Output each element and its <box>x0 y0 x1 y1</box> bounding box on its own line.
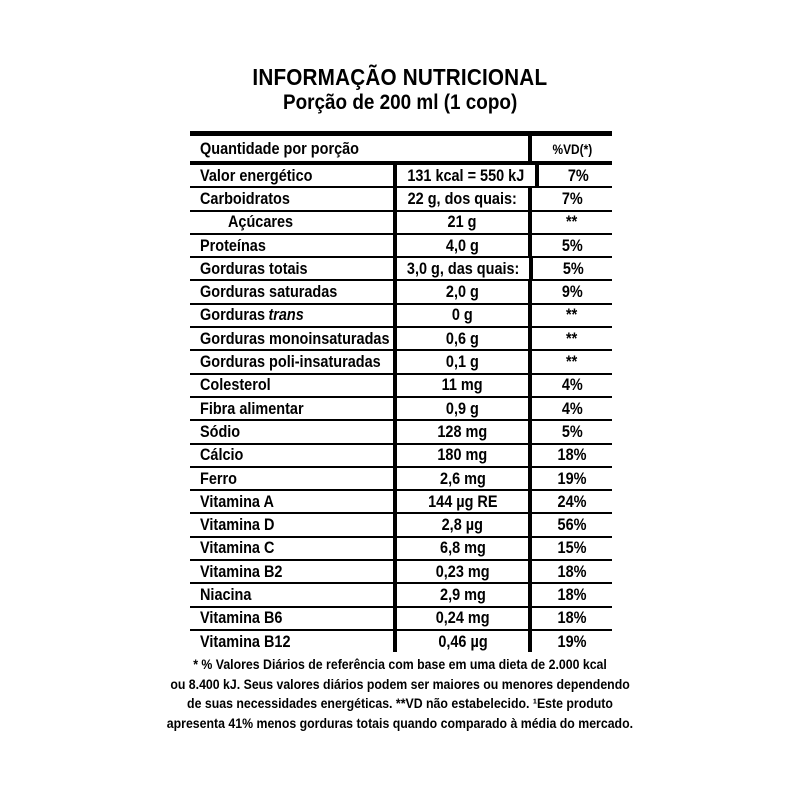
nutrient-amount: 144 µg RE <box>393 491 528 512</box>
nutrient-daily-value: 18% <box>528 561 612 582</box>
nutrient-amount: 2,0 g <box>393 281 528 302</box>
nutrient-amount: 22 g, dos quais: <box>393 188 528 209</box>
table-row <box>190 349 612 372</box>
page-title-text: INFORMAÇÃO NUTRICIONAL <box>252 64 548 90</box>
table-row <box>190 303 612 326</box>
footnote-line: ou 8.400 kJ. Seus valores diários podem ser maiores ou menores dependendo <box>170 675 630 692</box>
nutrient-daily-value: 5% <box>528 421 612 442</box>
table-row <box>190 559 612 582</box>
table-row <box>190 233 612 256</box>
nutrient-daily-value: 19% <box>528 468 612 489</box>
table-row <box>190 606 612 629</box>
serving-size <box>0 91 800 115</box>
nutrient-name: Valor energético <box>200 165 313 185</box>
nutrient-name: Gorduras monoinsaturadas <box>200 328 390 348</box>
nutrient-name: Gorduras poli-insaturadas <box>200 352 381 372</box>
nutrient-name: Vitamina B2 <box>200 561 283 581</box>
nutrient-name: Gorduras totais <box>200 258 308 278</box>
nutrient-name: Vitamina B12 <box>200 631 291 651</box>
nutrient-name: Açúcares <box>228 212 294 232</box>
nutrient-name: Niacina <box>200 584 252 604</box>
table-row <box>190 489 612 512</box>
nutrient-amount: 6,8 mg <box>393 538 528 559</box>
nutrition-table <box>190 131 612 652</box>
serving-size-text: Porção de 200 ml (1 copo) <box>282 91 518 114</box>
table-row <box>190 629 612 652</box>
nutrient-amount: 21 g <box>393 212 528 233</box>
table-row <box>190 165 612 186</box>
footnote-line: * % Valores Diários de referência com base em uma dieta de 2.000 kcal <box>193 656 607 672</box>
nutrient-amount: 0,6 g <box>393 328 528 349</box>
page-title <box>0 64 800 91</box>
nutrient-amount: 180 mg <box>393 445 528 466</box>
nutrient-name: Cálcio <box>200 445 244 465</box>
table-row <box>190 512 612 535</box>
nutrient-daily-value: 7% <box>535 165 619 186</box>
table-row <box>190 279 612 302</box>
nutrient-amount: 2,6 mg <box>393 468 528 489</box>
nutrient-amount: 0,46 µg <box>393 631 528 652</box>
nutrient-daily-value: ** <box>528 328 612 349</box>
nutrient-daily-value: 24% <box>528 491 612 512</box>
footnote <box>100 655 700 733</box>
nutrient-amount: 3,0 g, das quais: <box>393 258 529 279</box>
table-row <box>190 582 612 605</box>
table-header-row <box>190 131 612 165</box>
nutrient-daily-value: 4% <box>528 398 612 419</box>
nutrient-amount: 0,9 g <box>393 398 528 419</box>
nutrient-name: Proteínas <box>200 235 266 255</box>
nutrient-name: Sódio <box>200 421 241 441</box>
nutrient-daily-value: 18% <box>528 584 612 605</box>
table-row <box>190 186 612 209</box>
nutrient-name: Gorduras trans <box>200 305 304 325</box>
nutrient-daily-value: 18% <box>528 445 612 466</box>
nutrient-amount: 128 mg <box>393 421 528 442</box>
table-row <box>190 326 612 349</box>
nutrient-name: Gorduras saturadas <box>200 282 338 302</box>
nutrient-amount: 4,0 g <box>393 235 528 256</box>
nutrient-daily-value: 15% <box>528 538 612 559</box>
table-row <box>190 466 612 489</box>
nutrient-daily-value: ** <box>528 212 612 233</box>
nutrient-daily-value: ** <box>528 351 612 372</box>
nutrient-name: Carboidratos <box>200 188 290 208</box>
table-row <box>190 396 612 419</box>
table-row <box>190 419 612 442</box>
nutrient-daily-value: 19% <box>528 631 612 652</box>
nutrient-name: Fibra alimentar <box>200 398 304 418</box>
table-row <box>190 256 612 279</box>
nutrient-name: Ferro <box>200 468 237 488</box>
nutrient-amount: 0,1 g <box>393 351 528 372</box>
nutrient-daily-value: 4% <box>528 375 612 396</box>
table-row <box>190 210 612 233</box>
nutrient-daily-value: ** <box>528 305 612 326</box>
table-row <box>190 443 612 466</box>
nutrient-daily-value: 5% <box>528 235 612 256</box>
nutrient-amount: 2,9 mg <box>393 584 528 605</box>
footnote-line: de suas necessidades energéticas. **VD não estabelecido. ¹Este produto <box>187 695 613 711</box>
nutrient-amount: 2,8 µg <box>393 514 528 535</box>
nutrient-amount: 0 g <box>393 305 528 326</box>
nutrient-daily-value: 18% <box>528 608 612 629</box>
footnote-line: apresenta 41% menos gorduras totais quando comparado à média do mercado. <box>166 714 634 731</box>
nutrient-amount: 0,24 mg <box>393 608 528 629</box>
nutrient-name: Colesterol <box>200 375 271 395</box>
nutrient-name: Vitamina D <box>200 515 275 535</box>
nutrient-name: Vitamina B6 <box>200 608 283 628</box>
nutrient-daily-value: 7% <box>528 188 612 209</box>
nutrient-amount: 0,23 mg <box>393 561 528 582</box>
nutrient-amount: 11 mg <box>393 375 528 396</box>
nutrient-name: Vitamina A <box>200 491 274 511</box>
nutrient-daily-value: 5% <box>529 258 613 279</box>
table-header-quantity: Quantidade por porção <box>200 138 359 158</box>
nutrient-daily-value: 9% <box>528 281 612 302</box>
nutrient-name: Vitamina C <box>200 538 275 558</box>
table-header-dv: %VD(*) <box>528 136 612 161</box>
nutrient-daily-value: 56% <box>528 514 612 535</box>
nutrient-amount: 131 kcal = 550 kJ <box>393 165 535 186</box>
table-body <box>190 165 612 652</box>
table-row <box>190 373 612 396</box>
table-row <box>190 536 612 559</box>
